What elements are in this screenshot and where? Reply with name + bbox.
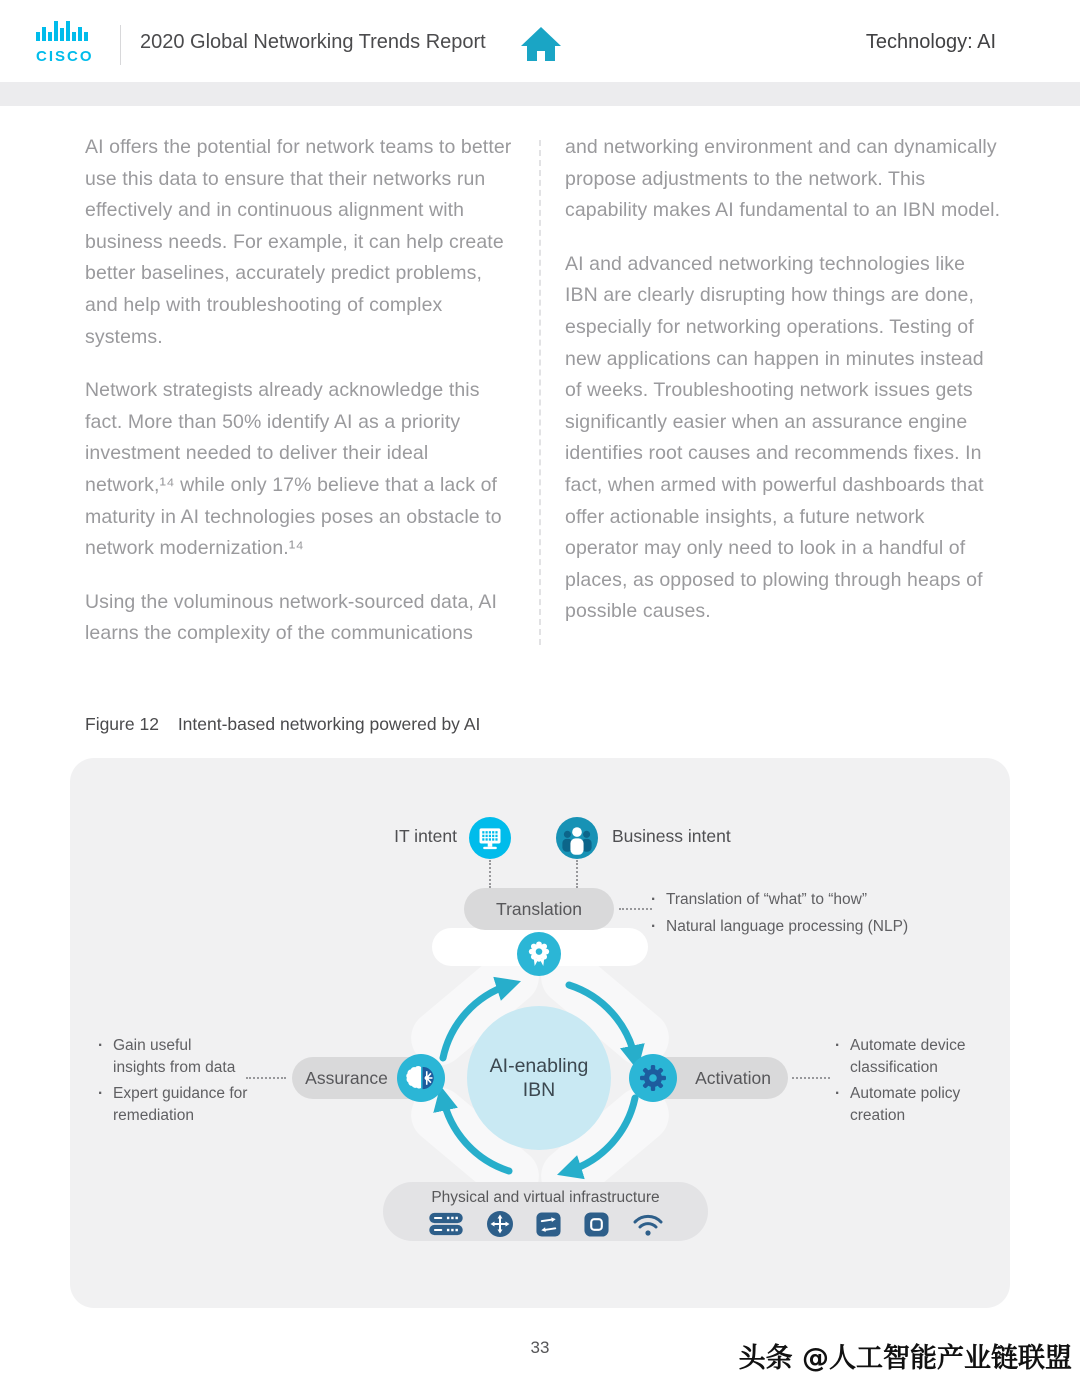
cisco-wordmark: CISCO — [36, 48, 94, 65]
figure-caption-label: Figure 12 — [85, 714, 159, 734]
assurance-bullets — [98, 1035, 248, 1131]
badge-gear-icon — [517, 932, 561, 981]
infrastructure-label: Physical and virtual infrastructure — [431, 1189, 660, 1206]
home-icon[interactable] — [519, 22, 563, 66]
section-label: Technology: AI — [865, 31, 996, 53]
server-icon — [427, 1211, 465, 1242]
report-title: 2020 Global Networking Trends Report — [140, 31, 486, 53]
bullet-item: · Gain useful insights from data — [98, 1035, 248, 1078]
figure-caption-title: Intent-based networking powered by AI — [177, 714, 481, 734]
switch-icon — [535, 1211, 562, 1243]
paragraph: AI offers the potential for network teams to better use this data to ensure that their networks run effectively and in continuous alignment with business needs. For example, it can help create better baselines, accurately predict problems, and help with troubleshooting of complex systems. — [85, 136, 512, 348]
column-divider — [539, 140, 541, 645]
wifi-icon — [631, 1211, 665, 1243]
bullet-item: · Translation of “what” to “how” — [651, 889, 941, 911]
gear-icon — [629, 1054, 677, 1107]
figure-card — [70, 758, 1010, 1308]
watermark: 头条 @人工智能产业链联盟 — [738, 1343, 1072, 1374]
paragraph: and networking environment and can dynamically propose adjustments to the network. This capability makes AI fundamental to an IBN model. — [565, 136, 1001, 222]
bullet-item: · Expert guidance for remediation — [98, 1083, 248, 1126]
brain-icon — [397, 1054, 445, 1107]
ai-enabling-ibn-label: AI-enabling IBN — [489, 1055, 589, 1101]
people-icon — [556, 817, 598, 864]
bullet-item: · Natural language processing (NLP) — [651, 916, 941, 938]
activation-label: Activation — [695, 1067, 771, 1088]
ai-enabling-ibn-circle — [467, 1006, 611, 1150]
header — [0, 0, 1080, 82]
appliance-icon — [583, 1211, 610, 1243]
connector-activation-bullets — [792, 1077, 830, 1079]
cisco-logo-bars — [36, 18, 92, 42]
connector-assurance-bullets — [246, 1077, 286, 1079]
translation-pill — [464, 888, 614, 930]
bullet-item: · Automate device classification — [835, 1035, 985, 1078]
paragraph: Using the voluminous network-sourced data, AI learns the complexity of the communications — [85, 590, 498, 645]
translation-bullets — [651, 889, 941, 942]
business-intent-label: Business intent — [612, 826, 731, 846]
bullet-item: · Automate policy creation — [835, 1083, 985, 1126]
activation-bullets — [835, 1035, 985, 1131]
it-intent-label: IT intent — [394, 826, 457, 846]
router-icon — [486, 1210, 514, 1243]
paragraph: Network strategists already acknowledge this fact. More than 50% identify AI as a priority investment needed to deliver their ideal network,¹⁴ while only 17% believe that a lack of maturity in AI technologies poses an obstacle to network modernization.¹⁴ — [85, 379, 502, 560]
translation-label: Translation — [496, 898, 582, 919]
header-band — [0, 82, 1080, 106]
cisco-logo — [36, 18, 108, 64]
monitor-icon — [469, 817, 511, 864]
figure-caption — [85, 714, 480, 735]
assurance-label: Assurance — [305, 1067, 388, 1088]
page-number: 33 — [530, 1338, 550, 1357]
left-column — [85, 132, 513, 672]
right-column — [565, 132, 1003, 650]
infrastructure-bar — [383, 1182, 708, 1241]
paragraph: AI and advanced networking technologies like IBN are clearly disrupting how things are done, especially for networking operations. Testing of new applications can happen in minutes instead of weeks. Troubleshooting network issues gets significantly easier when an assurance engine identifies root causes and recommends fixes. In fact, when armed with powerful dashboards that offer actionable insights, a future network operator may only need to look in a handful of places, as opposed to plowing through heaps of possible causes. — [565, 252, 984, 623]
header-divider — [120, 25, 121, 65]
